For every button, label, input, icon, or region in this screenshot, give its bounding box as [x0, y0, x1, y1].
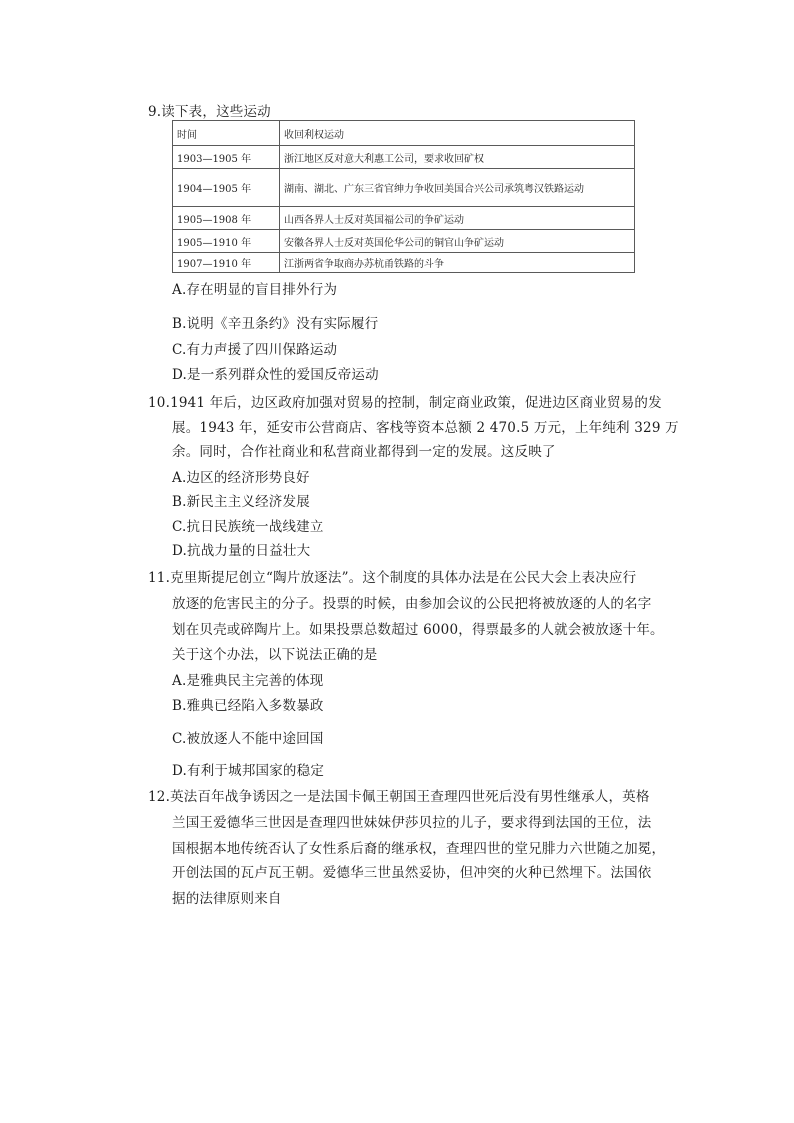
question-10-stem-line: 10.1941 年后，边区政府加强对贸易的控制，制定商业政策，促进边区商业贸易的发 [148, 395, 662, 411]
question-10-option-c: C.抗日民族统一战线建立 [172, 519, 324, 535]
movement-table [172, 120, 635, 273]
question-10-option-a: A.边区的经济形势良好 [172, 470, 310, 486]
table-header-time: 时间 [173, 121, 280, 146]
table-cell-time: 1905—1908 年 [173, 207, 280, 230]
question-11-stem-line: 关于这个办法，以下说法正确的是 [172, 647, 378, 663]
question-11-stem-line: 放逐的危害民主的分子。投票的时候，由参加会议的公民把将被放逐的人的名字 [172, 596, 652, 612]
question-11-option-b: B.雅典已经陷入多数暴政 [172, 698, 324, 714]
question-12-stem-line: 据的法律原则来自 [172, 891, 282, 907]
table-row [173, 207, 635, 230]
table-header-movement: 收回利权运动 [280, 121, 635, 146]
question-9-option-a: A.存在明显的盲目排外行为 [172, 282, 338, 298]
question-11-option-d: D.有利于城邦国家的稳定 [172, 763, 325, 779]
table-cell-movement: 山西各界人士反对英国福公司的争矿运动 [280, 207, 635, 230]
question-10-option-d: D.抗战力量的日益壮大 [172, 543, 311, 559]
question-12-stem-line: 开创法国的瓦卢瓦王朝。爱德华三世虽然妥协，但冲突的火种已然埋下。法国依 [172, 865, 652, 881]
question-10-option-b: B.新民主主义经济发展 [172, 494, 310, 510]
question-11-stem-line: 划在贝壳或碎陶片上。如果投票总数超过 6000，得票最多的人就会被放逐十年。 [172, 622, 664, 638]
question-11-stem-line: 11.克里斯提尼创立“陶片放逐法”。这个制度的具体办法是在公民大会上表决应行 [148, 570, 637, 586]
table-cell-time: 1907—1910 年 [173, 253, 280, 273]
table-row [173, 230, 635, 253]
question-9-option-d: D.是一系列群众性的爱国反帝运动 [172, 367, 379, 383]
question-12-stem-line: 国根据本地传统否认了女性系后裔的继承权，查理四世的堂兄腓力六世随之加冕， [172, 841, 666, 857]
table-row [173, 253, 635, 273]
table-row [173, 146, 635, 169]
table-header-row [173, 121, 635, 146]
question-10-stem-line: 余。同时，合作社商业和私营商业都得到一定的发展。这反映了 [172, 444, 556, 460]
question-9-stem: 9.读下表，这些运动 [148, 104, 271, 120]
question-11-option-c: C.被放逐人不能中途回国 [172, 731, 324, 747]
question-12-stem-line: 12.英法百年战争诱因之一是法国卡佩王朝国王查理四世死后没有男性继承人，英格 [148, 789, 650, 805]
table-cell-time: 1904—1905 年 [173, 169, 280, 207]
table-cell-movement: 浙江地区反对意大利惠工公司，要求收回矿权 [280, 146, 635, 169]
table-cell-movement: 江浙两省争取商办苏杭甬铁路的斗争 [280, 253, 635, 273]
table-cell-movement: 湖南、湖北、广东三省官绅力争收回美国合兴公司承筑粤汉铁路运动 [280, 169, 635, 207]
table-row [173, 169, 635, 207]
question-9-option-c: C.有力声援了四川保路运动 [172, 342, 338, 358]
table-cell-time: 1903—1905 年 [173, 146, 280, 169]
question-12-stem-line: 兰国王爱德华三世因是查理四世妹妹伊莎贝拉的儿子，要求得到法国的王位，法 [172, 815, 652, 831]
question-9-option-b: B.说明《辛丑条约》没有实际履行 [172, 316, 379, 332]
question-11-option-a: A.是雅典民主完善的体现 [172, 673, 324, 689]
table-cell-time: 1905—1910 年 [173, 230, 280, 253]
question-10-stem-line: 展。1943 年，延安市公营商店、客栈等资本总额 2 470.5 万元，上年纯利 329 万 [172, 420, 679, 436]
table-cell-movement: 安徽各界人士反对英国伦华公司的铜官山争矿运动 [280, 230, 635, 253]
